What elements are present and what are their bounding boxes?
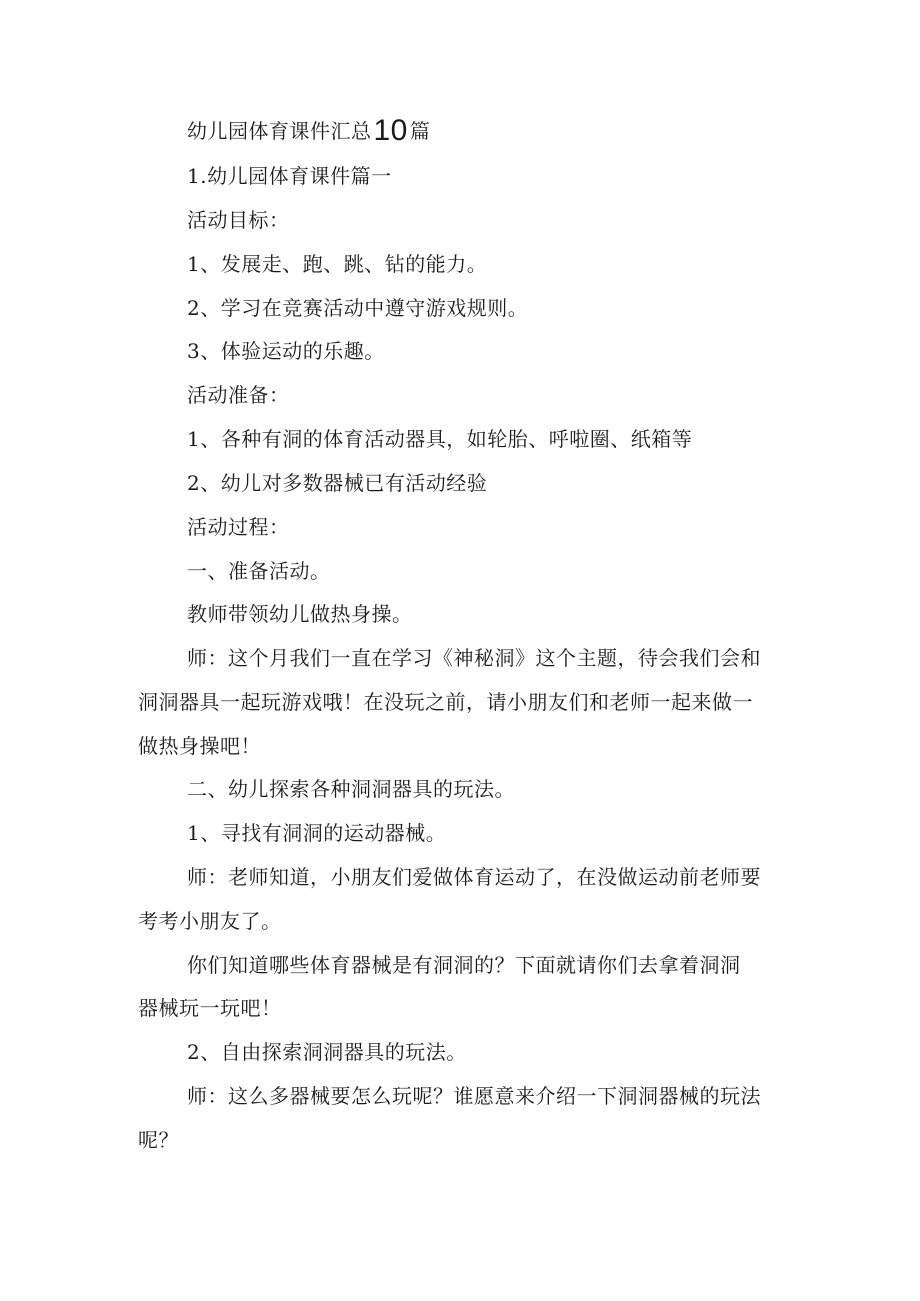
goals-heading: 活动目标：	[187, 208, 290, 232]
teacher-speech-line: 你们知道哪些体育器械是有洞洞的？下面就请你们去拿着洞洞	[187, 953, 741, 977]
step2-sub1: 1、寻找有洞洞的运动器械。	[187, 821, 447, 845]
teacher-speech-line: 洞洞器具一起玩游戏哦！在没玩之前，请小朋友们和老师一起来做一	[138, 690, 753, 714]
teacher-speech-line: 师：这个月我们一直在学习《神秘洞》这个主题，待会我们会和	[187, 646, 761, 670]
section-heading: 1.幼儿园体育课件篇一	[187, 164, 392, 188]
teacher-speech-line: 师：这么多器械要怎么玩呢？谁愿意来介绍一下洞洞器械的玩法	[187, 1084, 761, 1108]
title-number: 10	[373, 114, 408, 147]
step2-title: 二、幼儿探索各种洞洞器具的玩法。	[187, 777, 515, 801]
document-title	[187, 114, 837, 147]
preparation-heading: 活动准备：	[187, 383, 290, 407]
goal-item: 3、体验运动的乐趣。	[187, 339, 385, 363]
teacher-speech-line: 师：老师知道，小朋友们爱做体育运动了，在没做运动前老师要	[187, 865, 761, 889]
preparation-item: 1、各种有洞的体育活动器具，如轮胎、呼啦圈、纸箱等	[187, 427, 693, 451]
preparation-item: 2、幼儿对多数器械已有活动经验	[187, 471, 488, 495]
teacher-speech-line: 呢？	[138, 1128, 179, 1152]
goal-item: 1、发展走、跑、跳、钻的能力。	[187, 252, 488, 276]
step1-text: 教师带领幼儿做热身操。	[187, 602, 413, 626]
goal-item: 2、学习在竞赛活动中遵守游戏规则。	[187, 296, 529, 320]
teacher-speech-line: 器械玩一玩吧！	[138, 996, 282, 1020]
process-heading: 活动过程：	[187, 515, 290, 539]
teacher-speech-line: 做热身操吧！	[138, 734, 261, 758]
step1-title: 一、准备活动。	[187, 559, 331, 583]
step2-sub2: 2、自由探索洞洞器具的玩法。	[187, 1040, 467, 1064]
teacher-speech-line: 考考小朋友了。	[138, 909, 282, 933]
title-prefix: 幼儿园体育课件汇总	[187, 119, 372, 143]
title-suffix: 篇	[409, 119, 431, 143]
